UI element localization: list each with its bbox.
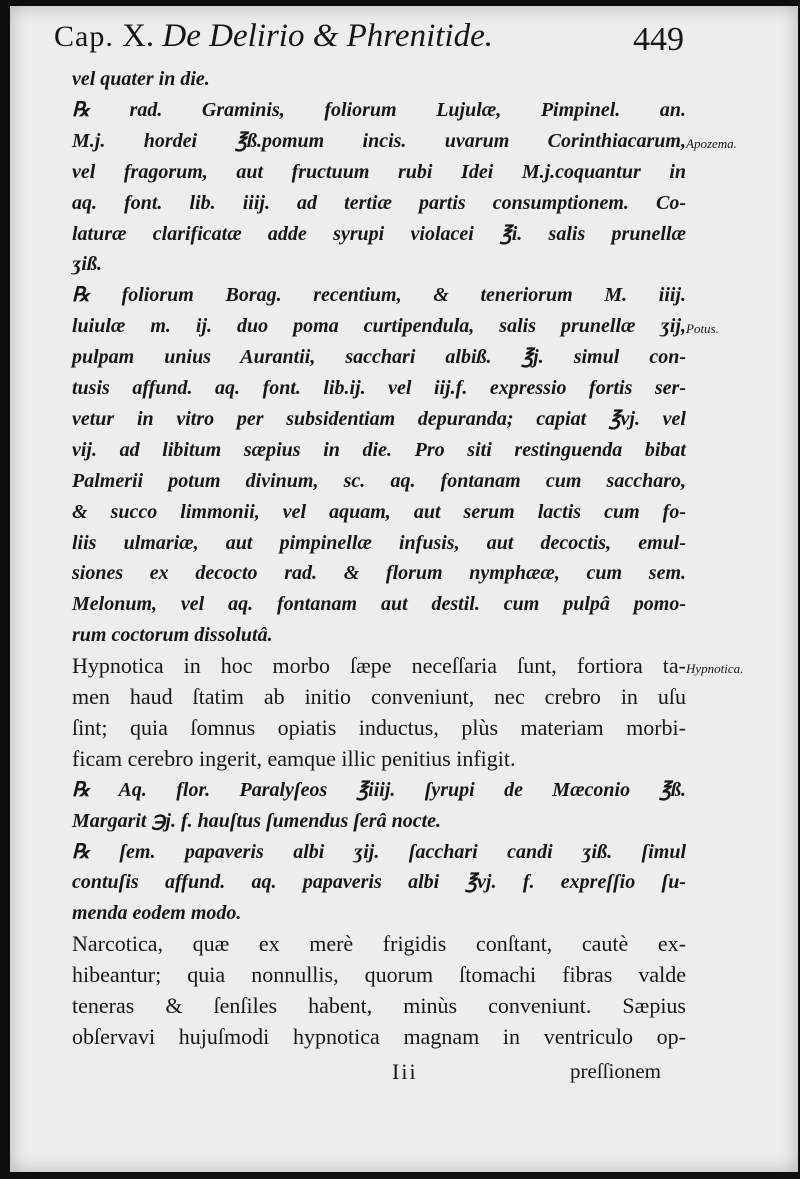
text-line: ficam cerebro ingerit, eamque illic penitius infigit. bbox=[72, 745, 516, 771]
margin-note: Apozema. bbox=[686, 135, 737, 151]
signature-mark: Iii bbox=[392, 1059, 418, 1084]
page-number: 449 bbox=[633, 21, 684, 58]
book-page bbox=[10, 6, 798, 1172]
margin-note: Hypnotica. bbox=[686, 661, 744, 677]
margin-note: Potus. bbox=[686, 321, 719, 337]
text-line: Melonum, vel aq. fontanam aut destil. cum pulpâ pomo- bbox=[72, 593, 686, 616]
text-line: pulpam unius Aurantii, sacchari albiß. ℥j. simul con- bbox=[72, 346, 686, 369]
text-line: ℞ ſem. papaveris albi ʒij. ſacchari candi ʒiß. ſimul bbox=[72, 840, 686, 863]
text-line: ſint; quia ſomnus opiatis inductus, plùs materiam morbi- bbox=[72, 714, 686, 740]
text-line: liis ulmariæ, aut pimpinellæ infusis, aut decoctis, emul- bbox=[72, 531, 686, 554]
text-line: Hypnotica in hoc morbo ſæpe neceſſaria ſunt, fortiora ta- bbox=[72, 653, 686, 679]
text-line: & succo limmonii, vel aquam, aut serum lactis cum fo- bbox=[72, 500, 686, 523]
text-line: hibeantur; quia nonnullis, quorum ſtomachi fibras valde bbox=[72, 962, 686, 988]
text-line: ℞ rad. Graminis, foliorum Lujulæ, Pimpinel. an. bbox=[72, 98, 686, 121]
chapter-title: De Delirio & Phrenitide. bbox=[162, 18, 493, 54]
text-line: men haud ſtatim ab initio conveniunt, nec crebro in uſu bbox=[72, 684, 686, 709]
text-line: vij. ad libitum sæpius in die. Pro siti restinguenda bibat bbox=[72, 438, 686, 461]
text-line: vetur in vitro per subsidentiam depuranda; capiat ℥vj. vel bbox=[72, 407, 686, 430]
text-line: menda eodem modo. bbox=[72, 902, 242, 925]
text-line: aq. font. lib. iiij. ad tertiæ partis consumptionem. Co- bbox=[72, 191, 686, 214]
text-line: tusis affund. aq. font. lib.ij. vel iij.f. expressio fortis ser- bbox=[72, 377, 686, 399]
catchword: preſſionem bbox=[570, 1059, 661, 1083]
text-line: Palmerii potum divinum, sc. aq. fontanam cum sacchаro, bbox=[72, 469, 686, 492]
text-line: M.j. hordei ℥ß.pomum incis. uvarum Corinthiacarum, bbox=[72, 129, 686, 152]
text-line: Margarit ℈j. f. hauſtus ſumendus ſerâ nocte. bbox=[72, 809, 442, 832]
text-line: Narcotica, quæ ex merè frigidis conſtant, cautè ex- bbox=[72, 931, 686, 957]
text-line: siones ex decocto rad. & florum nymphææ, cum sem. bbox=[72, 562, 686, 585]
text-line: laturæ clarificatæ adde syrupi violacei ℥i. salis prunellæ bbox=[72, 222, 686, 245]
text-line: vel fragorum, aut fructuum rubi Idei M.j.coquantur in bbox=[72, 160, 686, 183]
text-line: contuſis affund. aq. papaveris albi ℥vj. f. expreſſio ſu- bbox=[72, 871, 686, 894]
text-line: rum coctorum dissolutâ. bbox=[72, 624, 273, 647]
text-line: teneras & ſenſiles habent, minùs conveniunt. Sæpius bbox=[72, 993, 686, 1018]
running-header bbox=[54, 16, 684, 57]
text-line: obſervavi hujuſmodi hypnotica magnam in ventriculo op- bbox=[72, 1023, 686, 1049]
chapter-cap-label: Cap. bbox=[54, 20, 114, 53]
text-line: ʒiß. bbox=[72, 253, 102, 276]
text-line: ℞ foliorum Borag. recentium, & teneriorum M. iiij. bbox=[72, 284, 686, 307]
text-line: luiulæ m. ij. duo poma curtipendula, salis prunellæ ʒij, bbox=[72, 315, 686, 338]
chapter-number: X. bbox=[122, 18, 155, 54]
text-line: ℞ Aq. flor. Paralyſeos ℥iiij. ſyrupi de Mæconio ℥ß. bbox=[72, 778, 686, 801]
text-line: vel quater in die. bbox=[72, 68, 210, 90]
